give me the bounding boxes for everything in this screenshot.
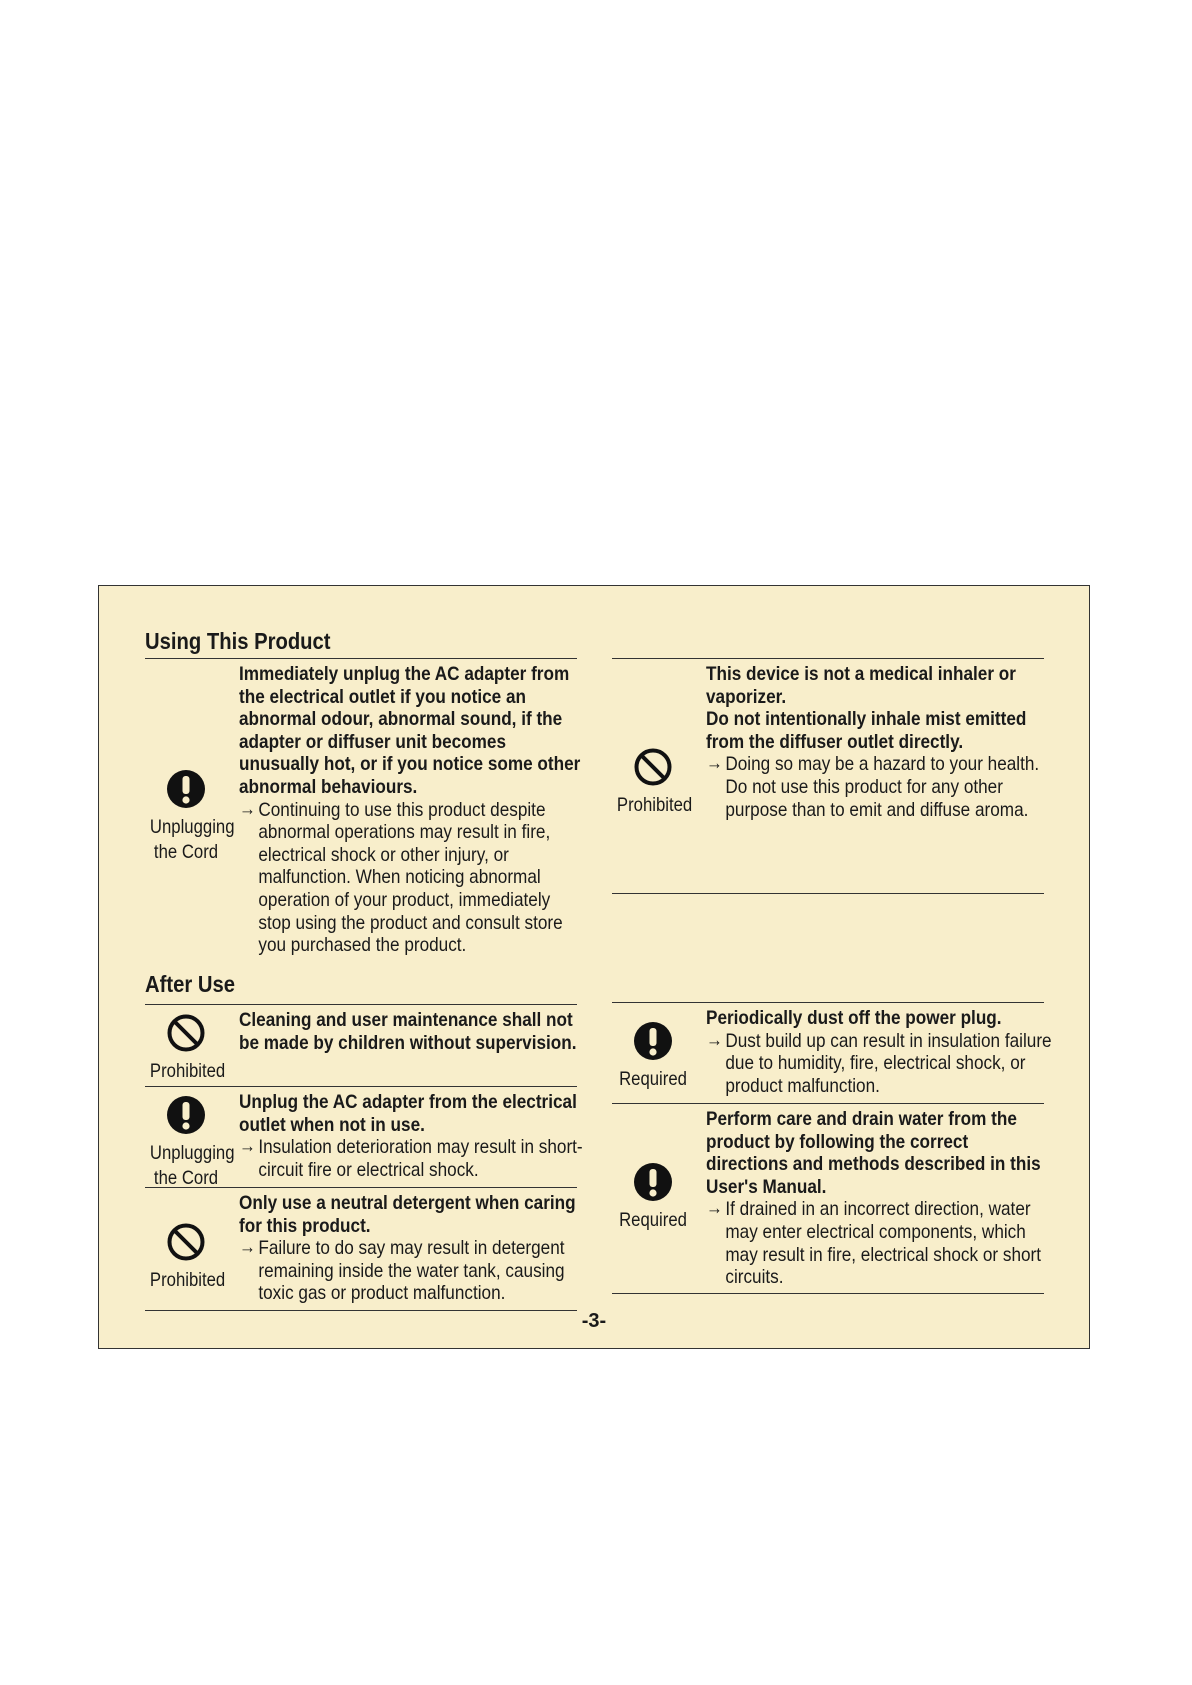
icon-label: Required (619, 1069, 687, 1090)
arrow-icon: → (706, 753, 723, 775)
arrow-icon: → (239, 1237, 256, 1259)
icon-label: the Cord (153, 1168, 219, 1189)
warning-text: Immediately unplug the AC adapter from the electrical outlet if you notice an abnormal odour, abnormal sound, if the adapter or diffuser unit becomes unusually hot, or if you notice some other abnormal behaviours. (239, 663, 581, 798)
prohibited-icon (166, 1013, 206, 1053)
icon-group (145, 769, 235, 865)
arrow-icon: → (239, 798, 256, 820)
result-text (706, 1030, 1054, 1098)
prohibited-icon (166, 1222, 206, 1262)
page-number: -3- (581, 1310, 607, 1332)
safety-panel (98, 585, 1090, 1349)
warning-text: Periodically dust off the power plug. (706, 1007, 1002, 1029)
result-body: Doing so may be a hazard to your health. (725, 753, 1040, 776)
result-text (706, 753, 1054, 821)
prohibited-icon (633, 747, 673, 787)
icon-label: Prohibited (616, 795, 693, 816)
icon-label: Unplugging (149, 1143, 235, 1164)
arrow-icon: → (239, 1136, 256, 1158)
icon-group (145, 1222, 227, 1293)
result-text (239, 1237, 587, 1305)
exclamation-icon (633, 1021, 673, 1061)
arrow-icon: → (706, 1029, 723, 1051)
result-body: Continuing to use this product despite abnormal operations may result in fire, electrical shock or other injury, or malfunction. When noticing abnormal operation of your product, immediately stop using the product and consult store you purchased the product. (258, 798, 563, 957)
icon-group (145, 1095, 235, 1191)
section-title-using: Using This Product (145, 628, 331, 654)
icon-label: Prohibited (149, 1270, 226, 1291)
warning-text: Cleaning and user maintenance shall not be made by children without supervision. (239, 1009, 577, 1054)
entry-text (239, 663, 587, 957)
warning-text: This device is not a medical inhaler or vaporizer. (706, 663, 1016, 708)
entry-unplug-abnormal (145, 658, 581, 964)
entry-text (706, 663, 1054, 821)
icon-label: Unplugging (149, 817, 235, 838)
warning-text: Unplug the AC adapter from the electrical outlet when not in use. (239, 1091, 577, 1136)
result-text (239, 1136, 587, 1181)
section-title-after: After Use (145, 971, 235, 997)
entry-drain-water (612, 1103, 1044, 1294)
result-body: If drained in an incorrect direction, water may enter electrical components, which may result in fire, electrical shock or short circuits. (725, 1198, 1042, 1289)
exclamation-icon (633, 1162, 673, 1202)
icon-group (612, 1021, 694, 1092)
entry-text (706, 1108, 1054, 1289)
entry-text (706, 1007, 1054, 1097)
icon-label: Required (619, 1210, 687, 1231)
exclamation-icon (166, 769, 206, 809)
entry-neutral-detergent (145, 1187, 577, 1311)
entry-children (145, 1004, 577, 1086)
entry-dust-plug (612, 1002, 1052, 1103)
result-body: Dust build up can result in insulation failure due to humidity, fire, electrical shock, or product malfunction. (725, 1029, 1052, 1097)
warning-text: Only use a neutral detergent when caring for this product. (239, 1192, 576, 1237)
icon-label: Prohibited (149, 1061, 226, 1082)
result-body: Insulation deterioration may result in short-circuit fire or electrical shock. (258, 1136, 583, 1181)
result-text (706, 1198, 1054, 1288)
icon-label: the Cord (153, 842, 219, 863)
entry-text (239, 1091, 587, 1181)
result-body: Failure to do say may result in detergent remaining inside the water tank, causing toxic gas or product malfunction. (258, 1237, 565, 1305)
warning-text: Perform care and drain water from the product by following the correct directions and methods described in this User's Manual. (706, 1108, 1041, 1198)
result-text (239, 799, 587, 957)
warning-text: Do not intentionally inhale mist emitted from the diffuser outlet directly. (706, 708, 1027, 753)
icon-group (145, 1013, 227, 1084)
entry-not-inhaler (612, 658, 1044, 894)
entry-text (239, 1192, 587, 1305)
entry-unplug-not-in-use (145, 1086, 583, 1189)
arrow-icon: → (706, 1198, 723, 1220)
icon-group (612, 1162, 694, 1233)
exclamation-icon (166, 1095, 206, 1135)
entry-text (239, 1009, 587, 1054)
icon-group (612, 747, 694, 818)
result-body-2: Do not use this product for any other purpose than to emit and diffuse aroma. (725, 775, 1029, 821)
